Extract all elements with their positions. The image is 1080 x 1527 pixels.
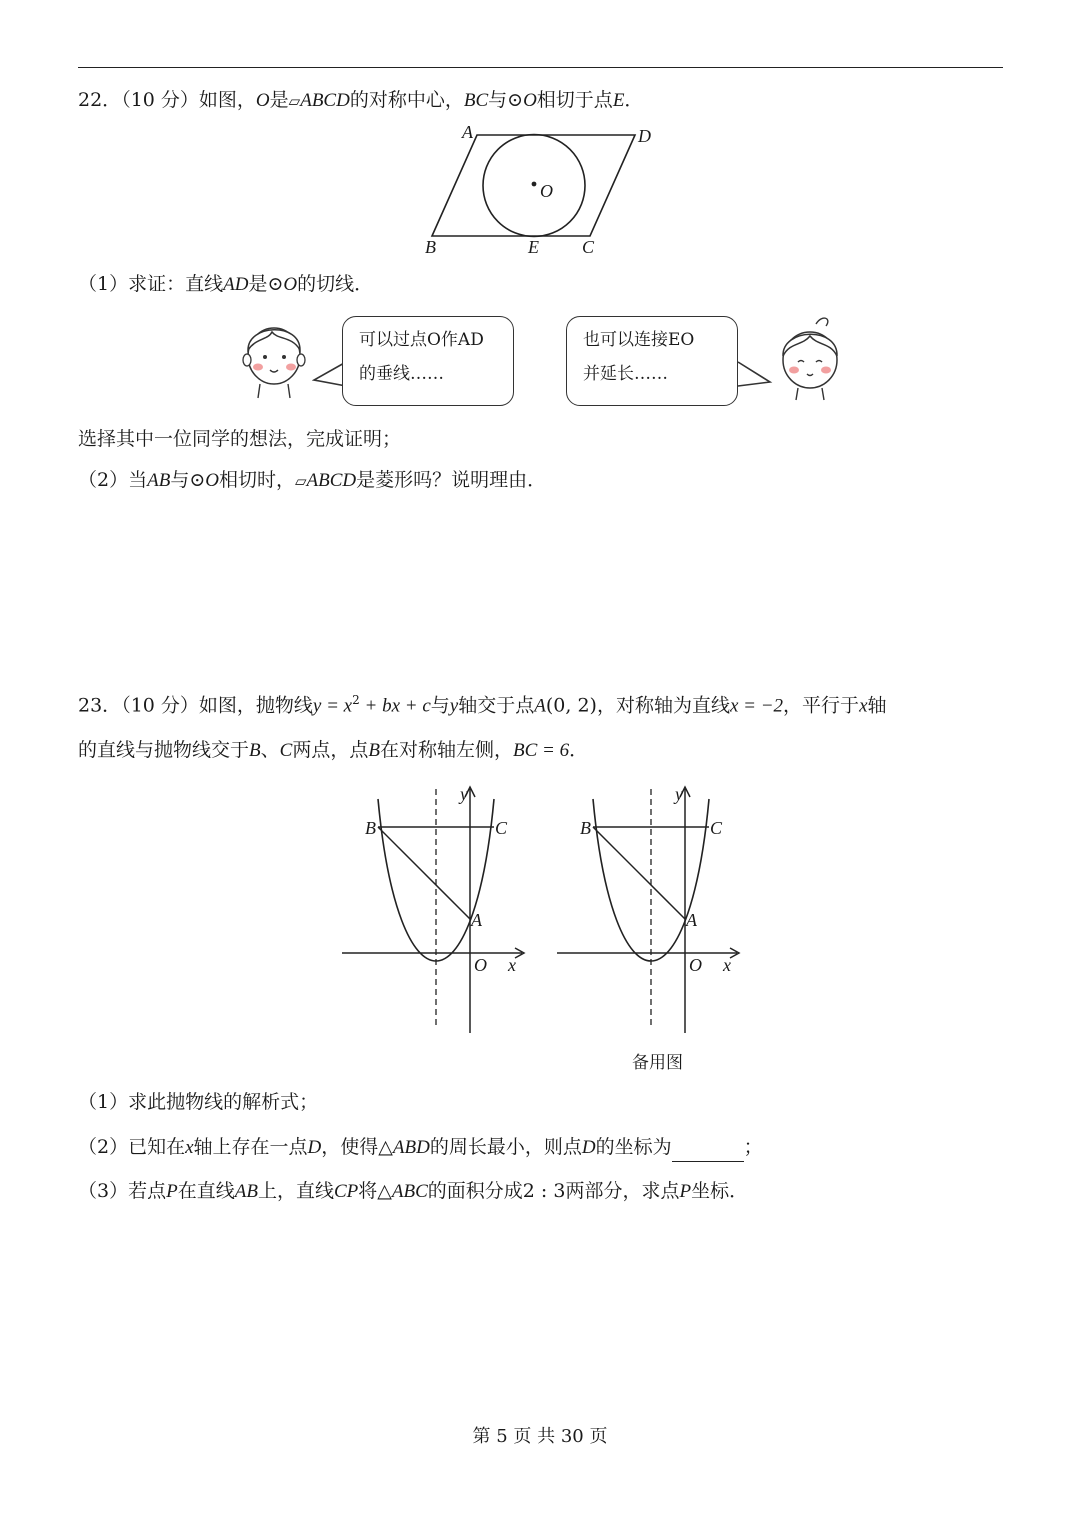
label-o: O bbox=[540, 181, 553, 201]
q23-stem-line1: 23．（10 分）如图，抛物线$y = x^2$ + bx + c与y轴交于点A(0, 2)，对称轴为直线x = −2，平行于x轴 bbox=[78, 693, 887, 717]
svg-text:B: B bbox=[365, 818, 376, 838]
top-rule bbox=[78, 67, 1003, 68]
label-c: C bbox=[582, 237, 595, 257]
svg-text:y: y bbox=[675, 785, 683, 804]
label-d: D bbox=[638, 126, 651, 146]
svg-text:O: O bbox=[474, 955, 487, 975]
q23-parabola-figure bbox=[340, 785, 530, 1035]
svg-text:y: y bbox=[460, 785, 468, 804]
label-a: A bbox=[462, 122, 473, 142]
svg-text:A: A bbox=[686, 910, 697, 930]
answer-blank[interactable] bbox=[672, 1141, 744, 1162]
svg-text:A: A bbox=[471, 910, 482, 930]
q22-number: 22． bbox=[78, 89, 122, 111]
svg-text:x: x bbox=[723, 955, 731, 975]
q23-number: 23． bbox=[78, 694, 122, 717]
left-speech-bubble: 可以过点O作AD 的垂线…… bbox=[342, 316, 514, 406]
svg-text:C: C bbox=[495, 818, 508, 838]
right-bubble-tail bbox=[736, 360, 774, 390]
q22-choose: 选择其中一位同学的想法，完成证明； bbox=[78, 428, 402, 450]
girl-avatar bbox=[770, 310, 850, 402]
q22-part1: （1）求证：直线AD是⊙O的切线． bbox=[78, 273, 374, 295]
label-b: B bbox=[425, 237, 436, 257]
q23-backup-figure bbox=[555, 785, 745, 1035]
parallelogram-symbol: ▱ bbox=[288, 92, 301, 110]
label-e: E bbox=[528, 237, 539, 257]
svg-text:x: x bbox=[508, 955, 516, 975]
q23-part2: （2）已知在x轴上存在一点D，使得△ABD的周长最小，则点D的坐标为 ； bbox=[78, 1133, 763, 1162]
circle-symbol: ⊙ bbox=[507, 89, 524, 111]
q23-stem-line2: 的直线与抛物线交于B、C两点，点B在对称轴左侧，BC = 6． bbox=[78, 739, 589, 761]
segment-ab bbox=[593, 827, 685, 919]
q22-part2: （2）当AB与⊙O相切时，▱ABCD是菱形吗？说明理由． bbox=[78, 469, 547, 491]
q23-part1: （1）求此抛物线的解析式； bbox=[78, 1091, 319, 1113]
q22-parallelogram-figure bbox=[420, 118, 670, 263]
svg-text:O: O bbox=[689, 955, 702, 975]
q22-stem: 22．（10 分）如图，O是▱ABCD的对称中心，BC与⊙O相切于点E． bbox=[78, 89, 644, 111]
boy-avatar bbox=[234, 310, 314, 400]
q22-score: （10 分） bbox=[121, 89, 199, 111]
q23-score: （10 分） bbox=[121, 694, 199, 717]
q23-part3: （3）若点P在直线AB上，直线CP将△ABC的面积分成2 : 3两部分，求点P坐标． bbox=[78, 1180, 749, 1202]
page-footer: 第 5 页 共 30 页 bbox=[472, 1426, 608, 1447]
right-speech-bubble: 也可以连接EO 并延长…… bbox=[566, 316, 738, 406]
svg-text:B: B bbox=[580, 818, 591, 838]
svg-text:C: C bbox=[710, 818, 723, 838]
segment-ab bbox=[378, 827, 470, 919]
center-point-o bbox=[532, 182, 537, 187]
backup-figure-caption: 备用图 bbox=[632, 1053, 683, 1073]
